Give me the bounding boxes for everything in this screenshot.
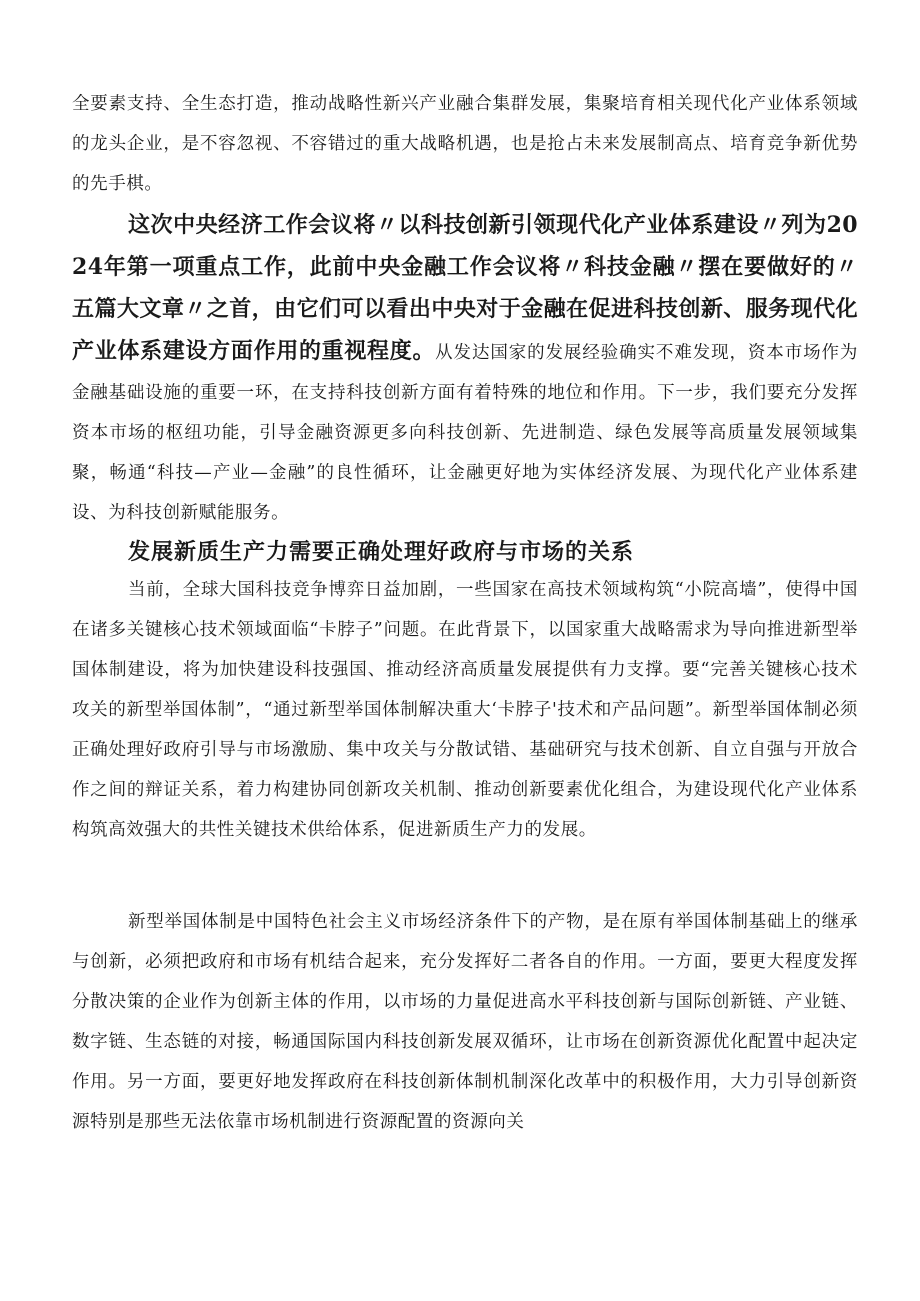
paragraph-2-text: 从发达国家的发展经验确实不难发现，资本市场作为金融基础设施的重要一环，在支持科技创新方面有着特殊的地位和作用。下一步，我们要充分发挥资本市场的枢纽功能，引导金融资源更多向科技创新、先进制造、绿色发展等高质量发展领域集聚，畅通“科技—产业—金融”的良性循环，让金融更好地为实体经济发展、为现代化产业体系建设、为科技创新赋能服务。	[72, 343, 858, 523]
paragraph-1: 全要素支持、全生态打造，推动战略性新兴产业融合集群发展，集聚培育相关现代化产业体系领域的龙头企业，是不容忽视、不容错过的重大战略机遇，也是抢占未来发展制高点、培育竞争新优势的先手棋。	[72, 94, 858, 194]
paragraph-2-bold-lead: 这次中央经济工作会议将〃以科技创新引领现代化产业体系建设〃列为2024年第一项重点工作，此前中央金融工作会议将〃科技金融〃摆在要做好的〃五篇大文章〃之首，由它们可以看出中央对于金融在促进科技创新、服务现代化产业体系建设方面作用的重视程度。	[72, 212, 858, 364]
section-heading: 发展新质生产力需要正确处理好政府与市场的关系	[128, 539, 635, 565]
paragraph-3: 当前，全球大国科技竞争博弈日益加剧，一些国家在高技术领域构筑“小院高墙”，使得中国在诸多关键核心技术领域面临“卡脖子”问题。在此背景下，以国家重大战略需求为导向推进新型举国体制建设，将为加快建设科技强国、推动经济高质量发展提供有力支撑。要“完善关键核心技术攻关的新型举国体制”，“通过新型举国体制解决重大‘卡脖子'技术和产品问题”。新型举国体制必须正确处理好政府引导与市场激励、集中攻关与分散试错、基础研究与技术创新、自立自强与开放合作之间的辩证关系，着力构建协同创新攻关机制、推动创新要素优化组合，为建设现代化产业体系构筑高效强大的共性关键技术供给体系，促进新质生产力的发展。	[72, 580, 858, 840]
paragraph-2	[72, 205, 858, 533]
paragraph-4: 新型举国体制是中国特色社会主义市场经济条件下的产物，是在原有举国体制基础上的继承与创新，必须把政府和市场有机结合起来，充分发挥好二者各自的作用。一方面，要更大程度发挥分散决策的企业作为创新主体的作用，以市场的力量促进高水平科技创新与国际创新链、产业链、数字链、生态链的对接，畅通国际国内科技创新发展双循环，让市场在创新资源优化配置中起决定作用。另一方面，要更好地发挥政府在科技创新体制机制深化改革中的积极作用，大力引导创新资源特别是那些无法依靠市场机制进行资源配置的资源向关	[72, 912, 858, 1132]
